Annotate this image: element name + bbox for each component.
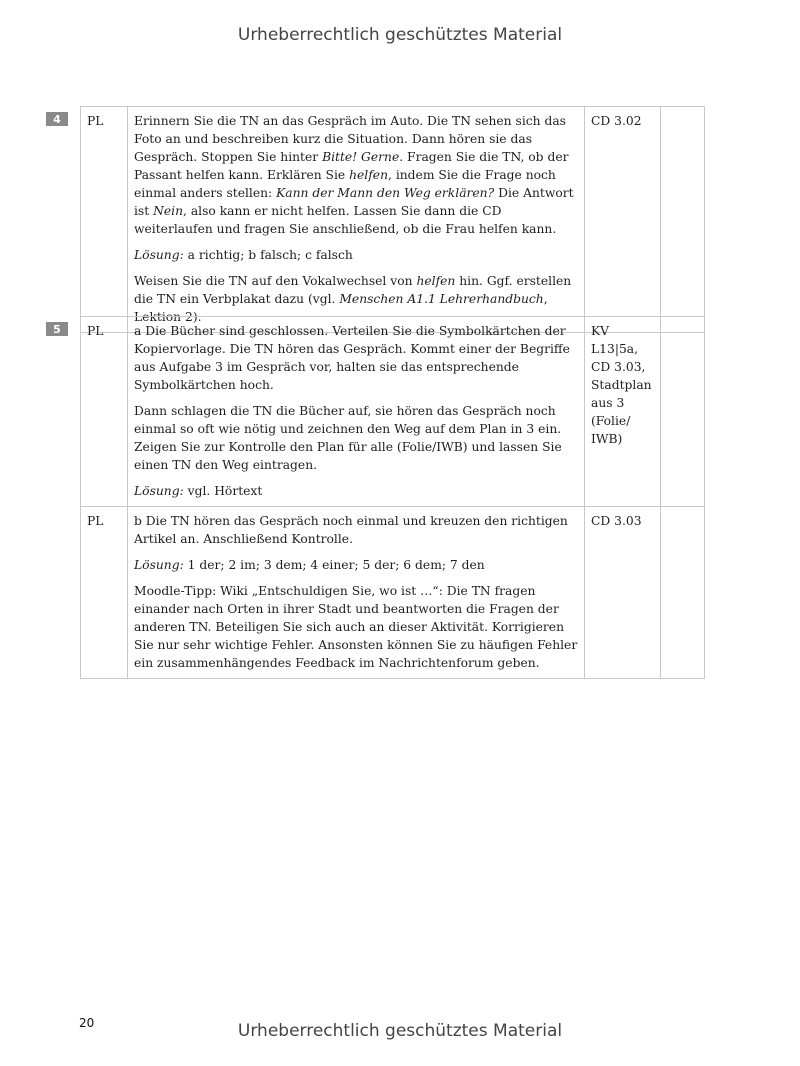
copyright-watermark-top: Urheberrechtlich geschütztes Material [237, 25, 563, 45]
instruction-cell [128, 317, 585, 507]
instruction-paragraph: Erinnern Sie die TN an das Gespräch im Auto. Die TN sehen sich das Foto an und beschreiben kurz die Situation. Dann hören sie das Gespräch. Stoppen Sie hinter Bitte! Gerne. Fragen Sie die TN, ob der Passant helfen kann. Erklären Sie helfen, indem Sie die Frage noch einmal anders stellen: Kann der Mann den Weg erklären? Die Antwort ist Nein, also kann er nicht helfen. Lassen Sie dann die CD weiterlaufen und fragen Sie anschließend, ob die Frau helfen kann. [134, 114, 574, 236]
table-row [81, 507, 705, 679]
material-cell: KV L13|5a, CD 3.03, Stadtplan aus 3 (Folie/ IWB) [585, 317, 661, 507]
page-number: 20 [79, 1016, 95, 1030]
empty-cell [661, 107, 705, 333]
table-row [81, 107, 705, 333]
material-cell: CD 3.03 [585, 507, 661, 679]
empty-cell [661, 507, 705, 679]
exercise-4-table [80, 106, 705, 333]
moodle-tip-paragraph: Moodle-Tipp: Wiki „Entschuldigen Sie, wo ist …“: Die TN fragen einander nach Orten in ihrer Stadt und beantworten die Fragen der anderen TN. Beteiligen Sie sich auch an dieser Aktivität. Korrigieren Sie nur sehr wichtige Fehler. Ansonsten können Sie zu häufigen Fehler ein zusammenhängendes Feedback im Nachrichtenforum geben. [134, 584, 578, 670]
instruction-paragraph: Dann schlagen die TN die Bücher auf, sie hören das Gespräch noch einmal so oft wie nötig und zeichnen den Weg auf dem Plan in 3 ein. Zeigen Sie zur Kontrolle den Plan für alle (Folie/IWB) und lassen Sie einen TN den Weg eintragen. [134, 404, 562, 472]
solution-line: Lösung: a richtig; b falsch; c falsch [134, 248, 353, 262]
table-row [81, 317, 705, 507]
exercise-number-badge: 5 [46, 322, 68, 336]
social-form-cell: PL [81, 107, 128, 333]
solution-line: Lösung: 1 der; 2 im; 3 dem; 4 einer; 5 der; 6 dem; 7 den [134, 558, 485, 572]
social-form-cell: PL [81, 507, 128, 679]
material-cell: CD 3.02 [585, 107, 661, 333]
solution-line: Lösung: vgl. Hörtext [134, 484, 263, 498]
instruction-paragraph: b Die TN hören das Gespräch noch einmal und kreuzen den richtigen Artikel an. Anschließend Kontrolle. [134, 514, 568, 546]
copyright-watermark-bottom: Urheberrechtlich geschütztes Material [237, 1021, 563, 1041]
instruction-paragraph: a Die Bücher sind geschlossen. Verteilen Sie die Symbolkärtchen der Kopiervorlage. Die TN hören das Gespräch. Kommt einer der Begriffe aus Aufgabe 3 im Gespräch vor, halten sie das entsprechende Symbolkärtchen hoch. [134, 324, 570, 392]
exercise-number-badge: 4 [46, 112, 68, 126]
social-form-cell: PL [81, 317, 128, 507]
empty-cell [661, 317, 705, 507]
exercise-5-table [80, 316, 705, 679]
instruction-cell [128, 107, 585, 333]
instruction-cell [128, 507, 585, 679]
instruction-paragraph: Weisen Sie die TN auf den Vokalwechsel von helfen hin. Ggf. erstellen die TN ein Verbplakat dazu (vgl. Menschen A1.1 Lehrerhandbuch, Lektion 2). [134, 274, 572, 324]
